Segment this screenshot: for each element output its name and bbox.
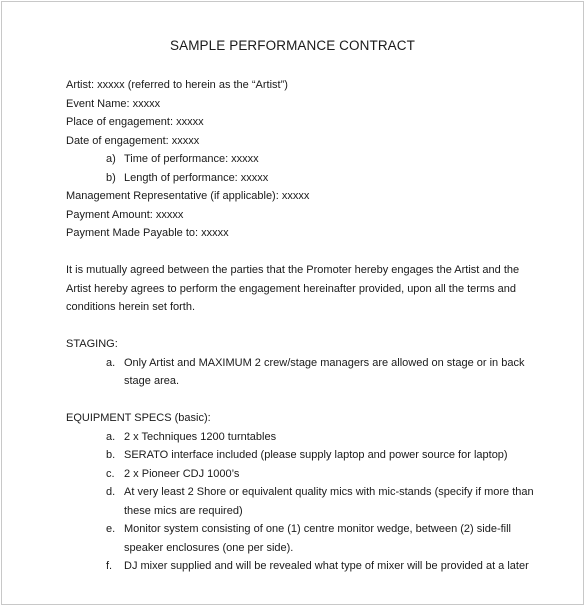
field-management-rep: Management Representative (if applicable): xxxxx (66, 190, 310, 202)
list-marker: b. (106, 449, 116, 461)
list-text: Time of performance: xxxxx (124, 153, 259, 165)
list-item (66, 446, 543, 465)
list-marker: c. (106, 467, 115, 480)
document-body (66, 76, 543, 576)
document-page (1, 1, 584, 605)
staging-heading: STAGING: (66, 338, 118, 350)
list-item (66, 520, 543, 557)
field-event-name: Event Name: xxxxx (66, 97, 161, 110)
agreement-paragraph: It is mutually agreed between the parties that the Promoter hereby engages the Artist and the Artist hereby agrees to perform the engagement hereinafter provided, upon all the terms and conditions herein set forth. (66, 264, 520, 313)
list-marker: f. (106, 560, 113, 572)
list-text: 2 x Pioneer CDJ 1000’s (124, 467, 240, 480)
list-item (66, 465, 543, 484)
list-marker: a. (106, 430, 116, 443)
field-artist: Artist: xxxxx (referred to herein as the “Artist”) (66, 79, 288, 91)
list-marker: d. (106, 486, 116, 498)
field-place: Place of engagement: xxxxx (66, 116, 204, 128)
list-item (66, 557, 543, 576)
list-text: SERATO interface included (please supply laptop and power source for laptop) (124, 449, 508, 461)
field-payment-amount: Payment Amount: xxxxx (66, 208, 184, 221)
list-marker: a) (106, 153, 116, 165)
engagement-sub-item (66, 169, 543, 188)
equipment-heading: EQUIPMENT SPECS (basic): (66, 412, 211, 424)
field-payment-payable: Payment Made Payable to: xxxxx (66, 227, 229, 239)
list-item (66, 354, 543, 391)
list-item (66, 483, 543, 520)
list-text: Length of performance: xxxxx (124, 171, 269, 184)
list-marker: b) (106, 171, 116, 184)
list-item (66, 428, 543, 447)
document-title: SAMPLE PERFORMANCE CONTRACT (170, 38, 415, 53)
field-date: Date of engagement: xxxxx (66, 134, 200, 147)
list-text: Only Artist and MAXIMUM 2 crew/stage managers are allowed on stage or in back stage area. (124, 356, 525, 387)
list-text: Monitor system consisting of one (1) centre monitor wedge, between (2) side-fill speaker enclosures (one per side). (124, 523, 512, 554)
list-marker: a. (106, 356, 116, 369)
list-text: At very least 2 Shore or equivalent quality mics with mic-stands (specify if more than these mics are required) (124, 486, 534, 517)
list-text: 2 x Techniques 1200 turntables (124, 430, 277, 443)
list-marker: e. (106, 523, 116, 535)
list-text: DJ mixer supplied and will be revealed what type of mixer will be provided at a later (124, 560, 529, 572)
engagement-sub-item (66, 150, 543, 169)
